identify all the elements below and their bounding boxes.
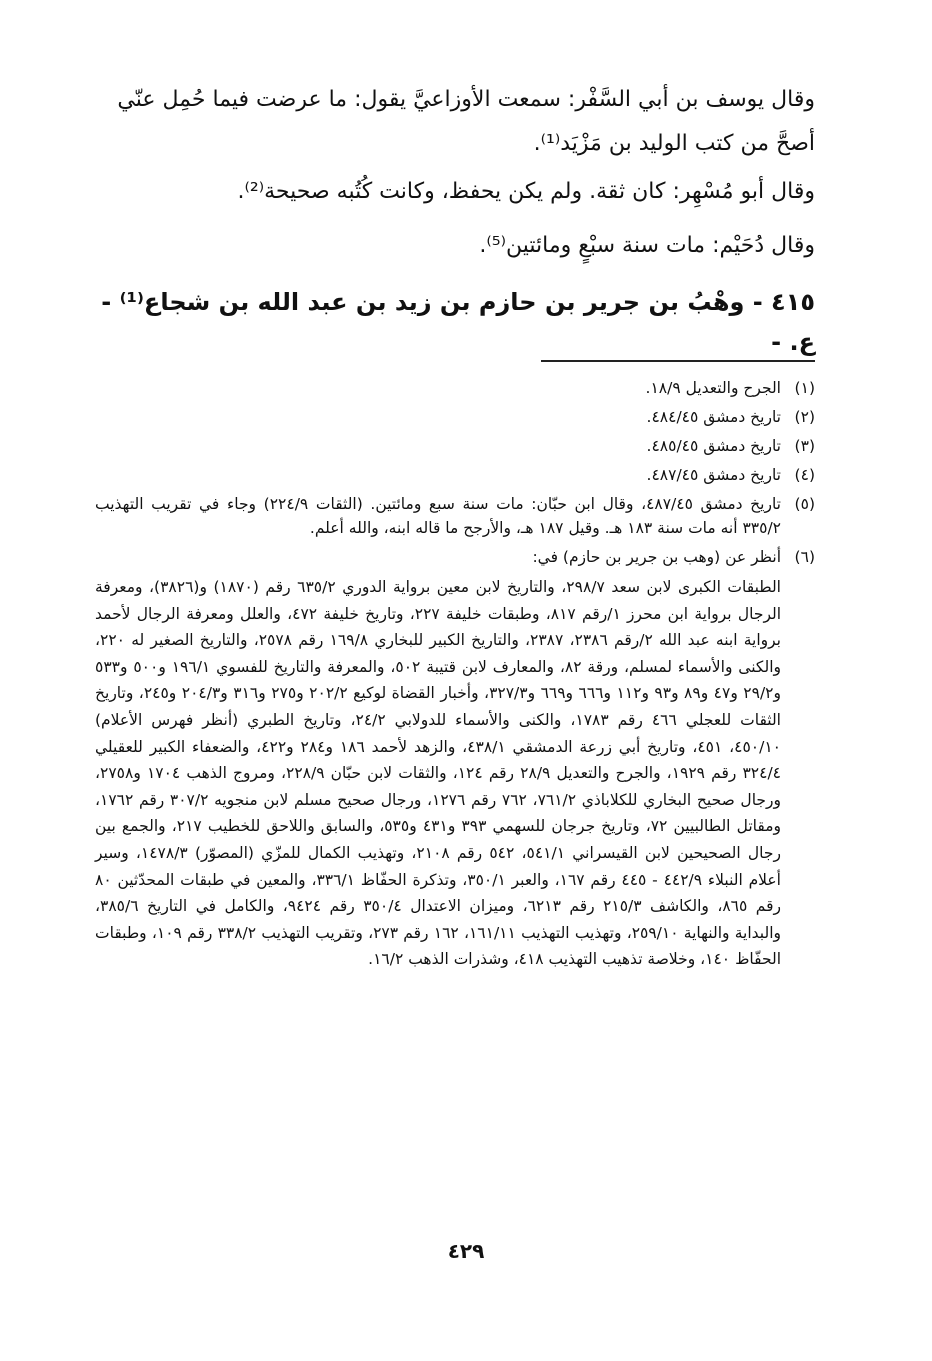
footnote-6-heading: [95, 545, 815, 569]
quote-paragraph-1: وقال يوسف بن أبي السَّفْر: سمعت الأوزاعيَّ يقول: ما عرضت فيما حُمِل عنّي أصحَّ من كتب الوليد بن مَزْيَد⁽¹⁾.: [117, 87, 815, 156]
footnote-number: (٣): [794, 437, 815, 455]
footnote-text: تاريخ دمشق ٤٨٥/٤٥.: [646, 437, 781, 455]
quote-paragraph-3: وقال دُحَيْم: مات سنة سبْعٍ ومائتين⁽⁵⁾.: [479, 233, 815, 258]
footnote-separator: [541, 360, 815, 362]
footnotes: [95, 376, 815, 978]
page-number: ٤٢٩: [447, 1239, 485, 1263]
main-text: [95, 78, 815, 362]
footnote-number: (١): [794, 379, 815, 397]
footnote-text: تاريخ دمشق ٤٨٧/٤٥، وقال ابن حبّان: مات سنة سبع ومائتين. (الثقات ٢٢٤/٩) وجاء في تقريب التهذيب ٣٣٥/٢ أنه مات سنة ١٨٣ هـ. وقيل ١٨٧ هـ، والأرجح ما قاله ابنه، والله أعلم.: [95, 495, 781, 537]
footnote-number: (٦): [794, 548, 815, 566]
footnote-text: تاريخ دمشق ٤٨٧/٤٥.: [646, 466, 781, 484]
footnote-1: [95, 376, 815, 400]
footnote-number: (٥): [794, 495, 815, 513]
footnote-2: [95, 405, 815, 429]
footnote-text: تاريخ دمشق ٤٨٤/٤٥.: [646, 408, 781, 426]
quote-paragraph-2: وقال أبو مُسْهِر: كان ثقة. ولم يكن يحفظ، وكانت كُتُبه صحيحة⁽²⁾.: [237, 179, 815, 204]
footnote-text: الجرح والتعديل ١٨/٩.: [645, 379, 781, 397]
footnote-sources-text: الطبقات الكبرى لابن سعد ٢٩٨/٧، والتاريخ لابن معين برواية الدوري ٦٣٥/٢ رقم (١٨٧٠) و(٣٨٢٦)، ومعرفة الرجال برواية ابن محرز ١/رقم ٨١٧، وطبقات خليفة ٢٢٧، وتاريخ خليفة ٤٧٢، والعلل ومعرفة الرجال لأحمد برواية ابنه عبد الله ٢/رقم ٢٣٨٦، ٢٣٨٧، والتاريخ الكبير للبخاري ١٦٩/٨ رقم ٢٥٧٨، والتاريخ الصغير له ٢٢٠، والكنى والأسماء لمسلم، ورقة ٨٢، والمعارف لابن قتيبة ٥٠٢، والمعرفة والتاريخ للفسوي ١٩٦/١ و٥٠٠ و٥٣٣ و٢٩/٢ و٤٧ و٨٩ و٩٣ و١١٢ و٦٦٦ و٦٦٩ و٣٢٧/٣، وأخبار القضاة لوكيع ٢٠٢/٢ و٢٧٥ و٣١٦ و٢٠٤/٣ و٢٤٥، وتاريخ الثقات للعجلي ٤٦٦ رقم ١٧٨٣، والكنى والأسماء للدولابي ٢٤/٢، وتاريخ الطبري (أنظر فهرس الأعلام) ٤٥٠/١٠، ٤٥١، وتاريخ أبي زرعة الدمشقي ٤٣٨/١، والزهد لأحمد ١٨٦ و٢٨٤ و٤٢٢، والضعفاء الكبير للعقيلي ٣٢٤/٤ رقم ١٩٢٩، والجرح والتعديل ٢٨/٩ رقم ١٢٤، والثقات لابن حبّان ٢٢٨/٩، ومروج الذهب ١٧٠٤ و٢٧٥٨، ورجال صحيح البخاري للكلاباذي ٧٦١/٢، ٧٦٢ رقم ١٢٧٦، ورجال صحيح مسلم لابن منجويه ٣٠٧/٢ رقم ١٧٦٢، ومقاتل الطالبيين ٧٢، وتاريخ جرجان للسهمي ٣٩٣ و٤٣١ و٥٣٥، والسابق واللاحق للخطيب ٢١٧، والجمع بين رجال الصحيحين لابن القيسراني ٥٤١/١، ٥٤٢ رقم ٢١٠٨، وتهذيب الكمال للمزّي (المصوّر) ١٤٧٨/٣، وسير أعلام النبلاء ٤٤٢/٩ - ٤٤٥ رقم ١٦٧، والعبر ٣٥٠/١، وتذكرة الحفّاظ ٣٣٦/١، والمعين في طبقات المحدّثين ٨٠ رقم ٨٦٥، والكاشف ٢١٥/٣ رقم ٦٢١٣، وميزان الاعتدال ٣٥٠/٤ رقم ٩٤٢٤، والكامل في التاريخ ٣٨٥/٦، والبداية والنهاية ٢٥٩/١٠، وتهذيب التهذيب ١٦١/١١، ١٦٢ رقم ٢٧٣، وتقريب التهذيب ٣٣٨/٢ رقم ١٠٩، وطبقات الحفّاظ ١٤٠، وخلاصة تذهيب التهذيب ٤١٨، وشذرات الذهب ١٦/٢.: [95, 578, 782, 969]
footnote-5: [95, 492, 815, 540]
footnote-6-sources: [95, 574, 815, 973]
footnote-3: [95, 434, 815, 458]
footnote-4: [95, 463, 815, 487]
footnote-text: أنظر عن (وهب بن جرير بن حازم) في:: [532, 548, 781, 566]
footnote-number: (٤): [794, 466, 815, 484]
biography-entry-heading: ٤١٥ - وهْبُ بن جرير بن حازم بن زيد بن عبد الله بن شجاع⁽¹⁾ - ع. -: [101, 288, 815, 356]
footnote-number: (٢): [794, 408, 815, 426]
